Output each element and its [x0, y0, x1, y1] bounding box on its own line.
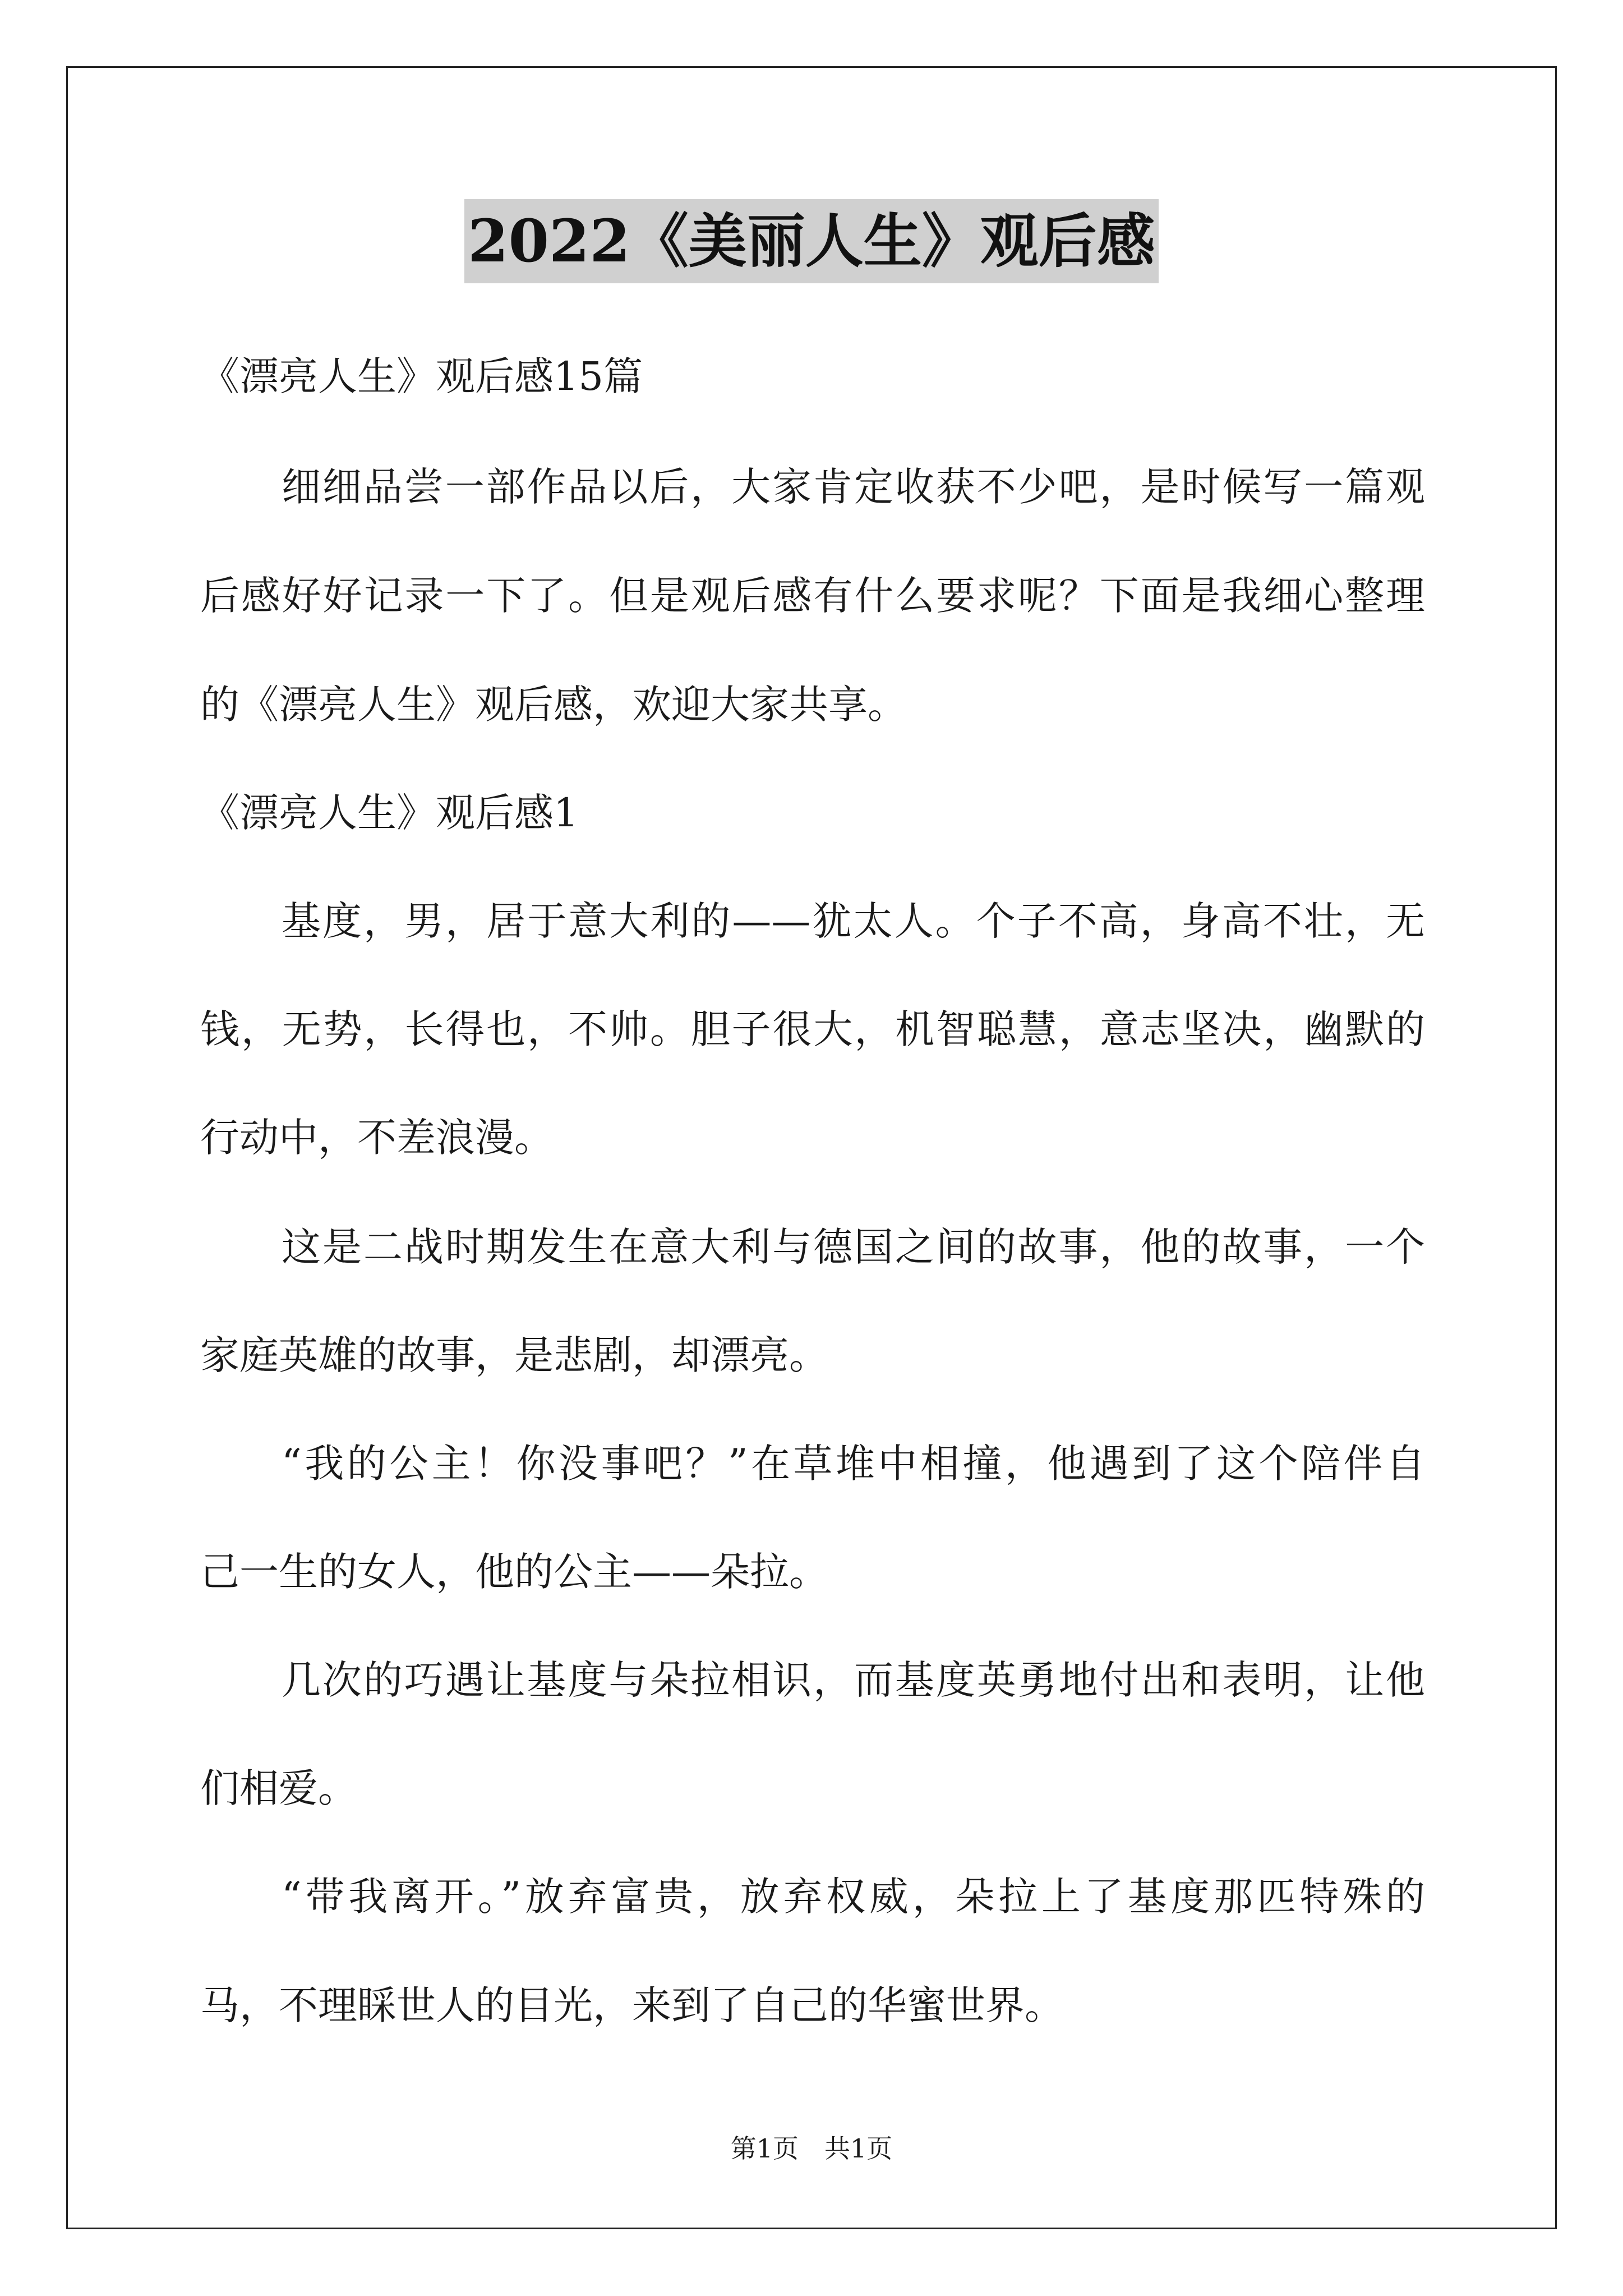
section-heading: 《漂亮人生》观后感1 — [200, 790, 579, 836]
body-line: 马，不理睬世人的目光，来到了自己的华蜜世界。 — [200, 1982, 1064, 2028]
body-line: 们相爱。 — [200, 1765, 357, 1811]
page-footer: 第1页 共1页 — [730, 2133, 893, 2164]
document-title: 2022《美丽人生》观后感 — [464, 199, 1158, 283]
body-line: 钱，无势，长得也，不帅。胆子很大，机智聪慧，意志坚决，幽默的 — [200, 1006, 1425, 1052]
body-line: 行动中，不差浪漫。 — [200, 1115, 554, 1161]
title-container — [0, 199, 1623, 283]
body-line: “我的公主！你没事吧？”在草堆中相撞，他遇到了这个陪伴自 — [282, 1441, 1425, 1487]
body-line: 几次的巧遇让基度与朵拉相识，而基度英勇地付出和表明，让他 — [282, 1657, 1425, 1703]
body-line: 基度，男，居于意大利的——犹太人。个子不高，身高不壮，无 — [282, 898, 1425, 944]
body-line: 的《漂亮人生》观后感，欢迎大家共享。 — [200, 682, 907, 728]
body-line: “带我离开。”放弃富贵，放弃权威，朵拉上了基度那匹特殊的 — [282, 1874, 1425, 1920]
subtitle-line: 《漂亮人生》观后感15篇 — [200, 353, 643, 399]
body-line: 细细品尝一部作品以后，大家肯定收获不少吧，是时候写一篇观 — [282, 464, 1425, 510]
body-line: 后感好好记录一下了。但是观后感有什么要求呢？下面是我细心整理 — [200, 573, 1425, 619]
body-line: 家庭英雄的故事，是悲剧，却漂亮。 — [200, 1332, 828, 1378]
body-line: 这是二战时期发生在意大利与德国之间的故事，他的故事，一个 — [282, 1224, 1425, 1270]
body-line: 己一生的女人，他的公主——朵拉。 — [200, 1549, 828, 1595]
